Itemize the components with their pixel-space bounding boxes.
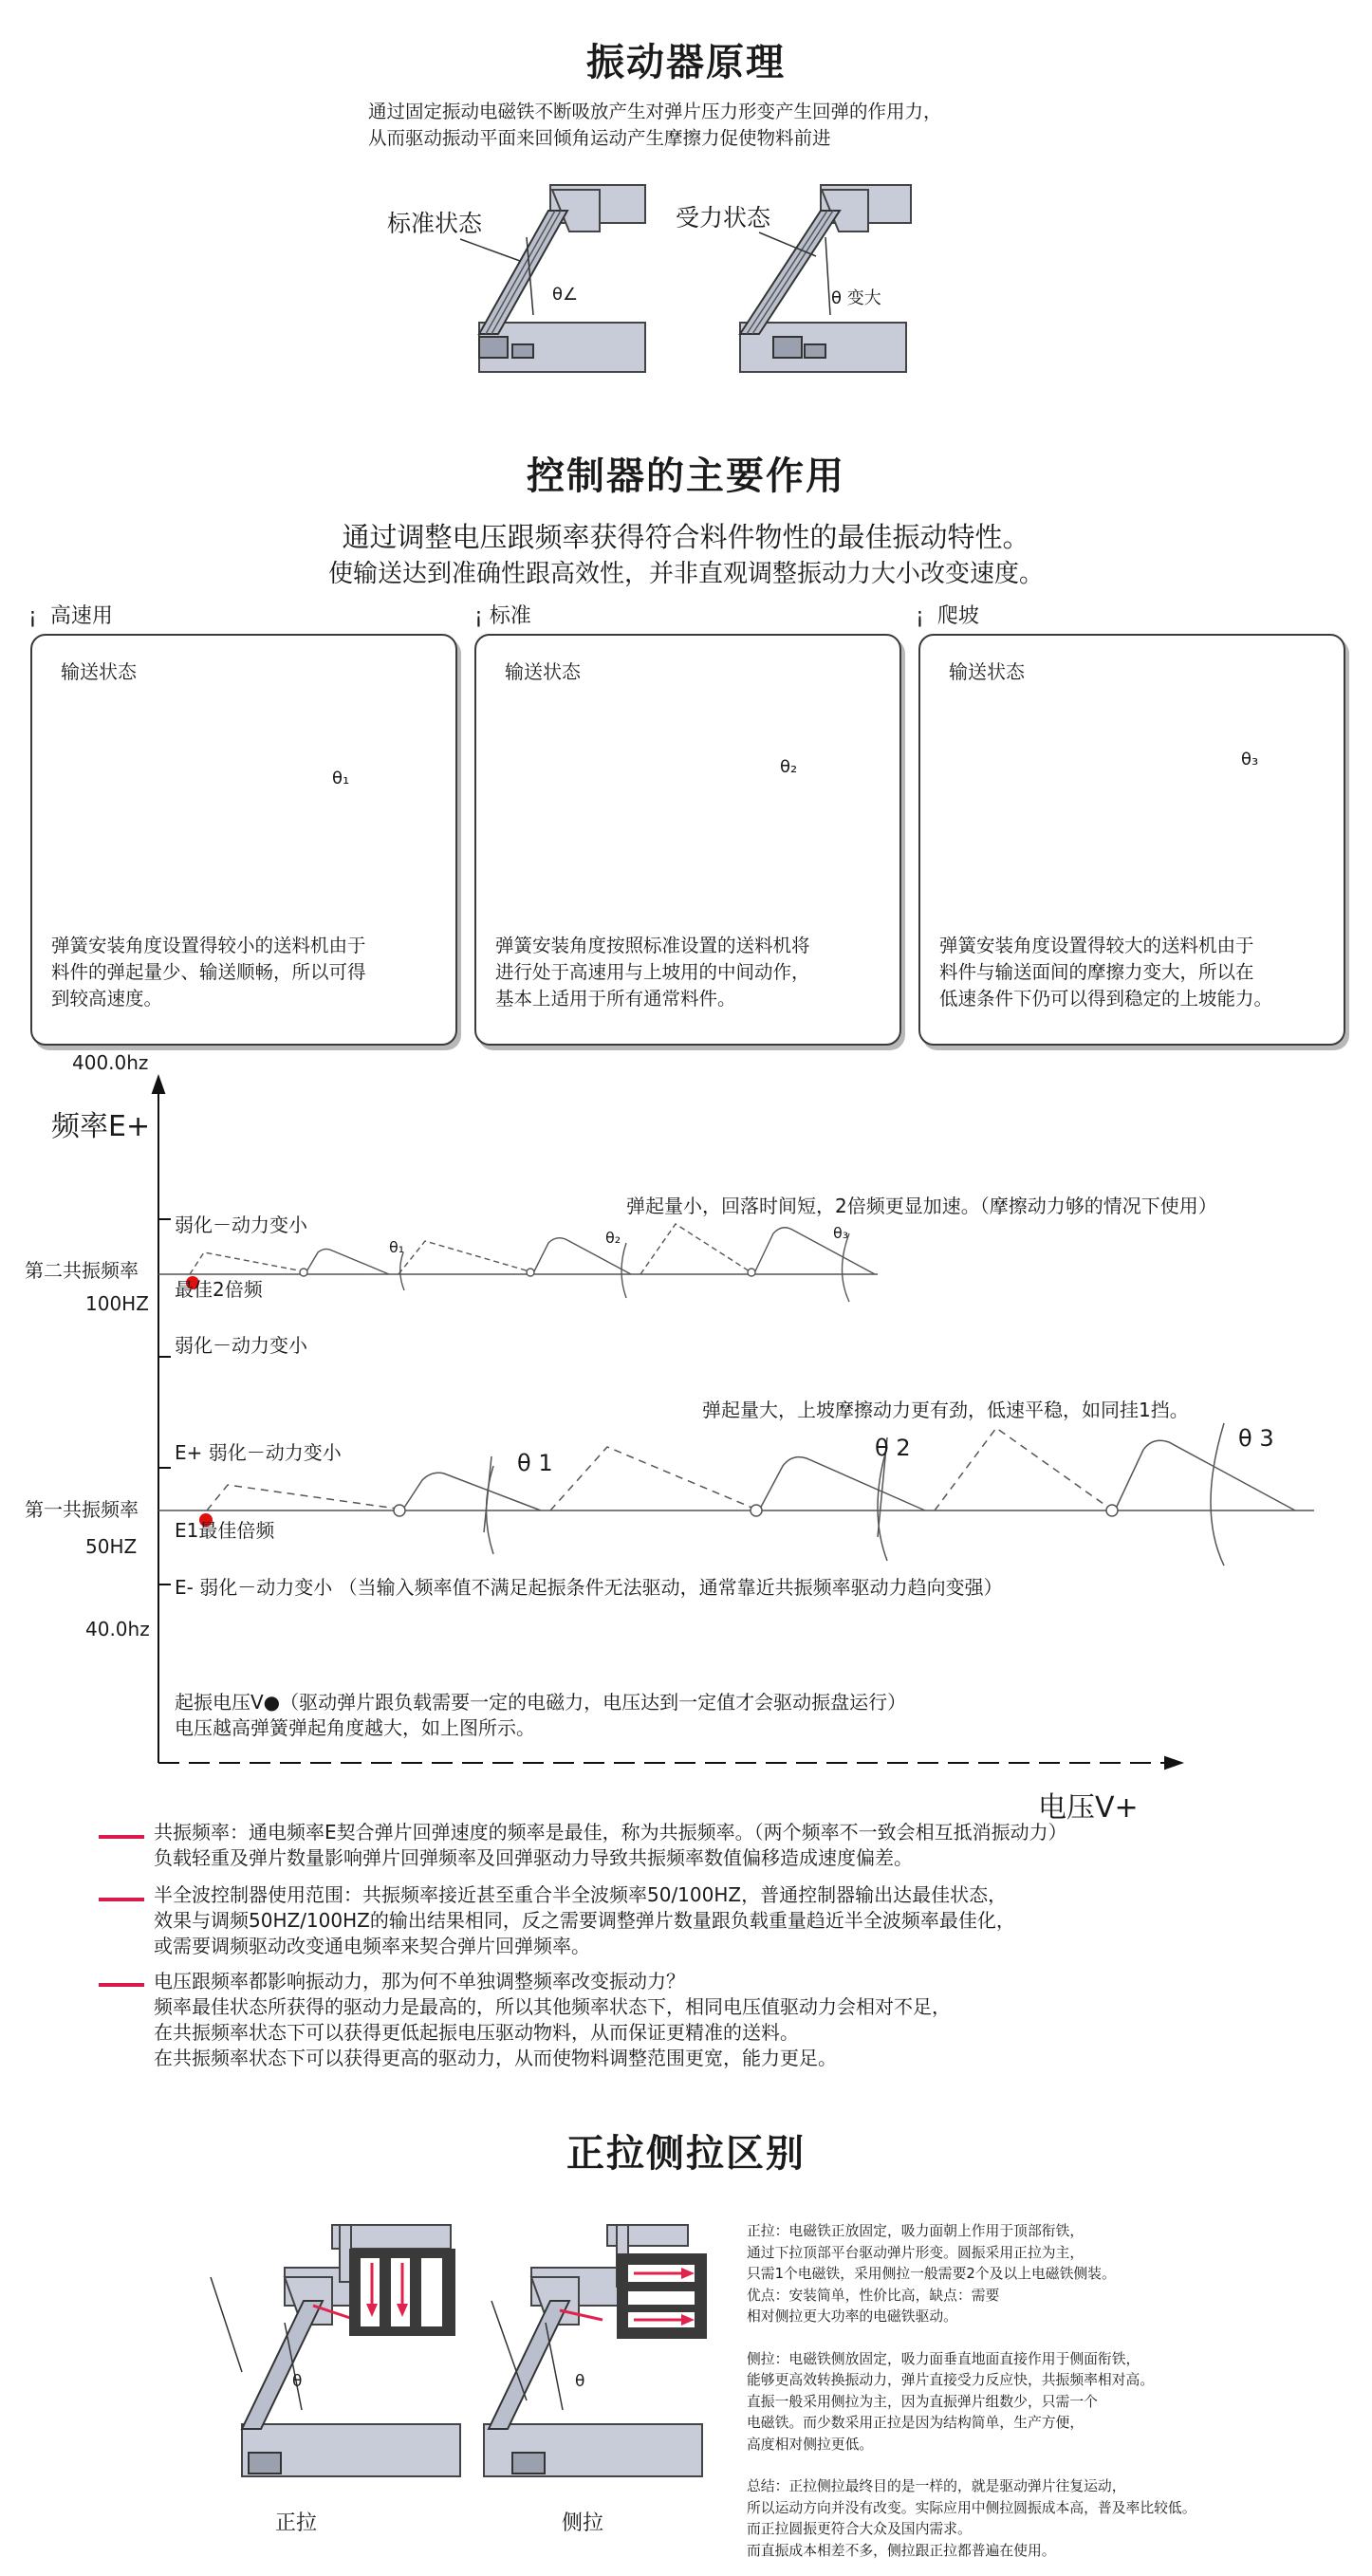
principle-line-2: 从而驱动振动平面来回倾角运动产生摩擦力促使物料前进 — [368, 127, 831, 149]
theta-side: θ — [575, 2372, 585, 2391]
title-controller-function: 控制器的主要作用 — [527, 454, 845, 498]
theta-small-3: θ₃ — [833, 1224, 849, 1242]
note-3: 电压跟频率都影响振动力，那为何不单独调整频率改变振动力？ 频率最佳状态所获得的驱动力是最高的，所以其他频率状态下，相同电压值驱动力会相对不足， 在共振频率状态下可以获得更低起振电压驱动物料，从而保证更精准的送料。 在共振频率状态下可以获得更高的驱动力，从而使物料调整范围更宽，能力更足。 — [154, 1970, 951, 2069]
mode-label-standard: ¡ 标准 — [474, 604, 531, 628]
theta-small-2: θ₂ — [605, 1229, 621, 1247]
pull-explanation: 正拉：电磁铁正放固定，吸力面朝上作用于顶部衔铁， 通过下拉顶部平台驱动弹片形变。圆振采用正拉为主， 只需1个电磁铁，采用侧拉一般需要2个及以上电磁铁侧装。 优点：安装简单，性价比高，缺点：需要 相对侧拉更大功率的电磁铁驱动。 侧拉：电磁铁侧放固定，吸力面垂直地面直接作用于侧面衔铁， 能够更高效转换振动力，弹片直接受力反应快，共振频率相对高。 直振一般采用侧拉为主，因为直振弹片组数少，只需一个 电磁铁。而少数采用正拉是因为结构简单，生产方便， 高度相对侧拉更低。 总结：正拉侧拉最终目的是一样的，就是驱动弹片往复运动， 所以运动方向并没有改变。实际应用中侧拉圆振成本高，普及率比较低。 而正拉圆振更符合大众及国内需求。 而直振成本相差不多，侧拉跟正拉都普遍在使用。 — [747, 2223, 1196, 2559]
card-high-speed — [30, 634, 457, 1046]
theta-big-2: θ 2 — [875, 1435, 911, 1461]
card-standard — [474, 634, 901, 1046]
best-2x-label: 最佳2倍频 — [175, 1278, 263, 1301]
second-resonance-label: 第二共振频率 — [25, 1259, 139, 1282]
label-standard-state: 标准状态 — [387, 210, 483, 237]
label-side-pull: 侧拉 — [562, 2511, 604, 2535]
card-description: 弹簧安装角度按照标准设置的送料机将 进行处于高速用与上坡用的中间动作， 基本上适用于所有通常料件。 — [495, 935, 810, 1010]
theta-big-3: θ 3 — [1238, 1425, 1274, 1452]
mode-label-climb: ¡ 爬坡 — [916, 604, 979, 628]
principle-line-1: 通过固定振动电磁铁不断吸放产生对弹片压力形变产生回弹的作用力， — [368, 101, 942, 122]
controller-line-2: 使输送达到准确性跟高效性，并非直观调整振动力大小改变速度。 — [327, 560, 1044, 588]
theta-big-1: θ 1 — [517, 1450, 553, 1476]
card-theta: θ₁ — [332, 769, 350, 788]
card-caption: 输送状态 — [505, 660, 581, 683]
e-minus-label: E- 弱化－动力变小 （当输入频率值不满足起振条件无法驱动，通常靠近共振频率驱动力趋向变强） — [175, 1576, 1003, 1599]
note-2x: 弹起量小，回落时间短，2倍频更显加速。（摩擦动力够的情况下使用） — [626, 1195, 1217, 1217]
chart-axes — [153, 1077, 1181, 1769]
note-bullet-2 — [99, 1898, 144, 1901]
weak-mid-label: 弱化－动力变小 — [175, 1334, 307, 1357]
e-plus-label: E+ 弱化－动力变小 — [175, 1441, 342, 1464]
card-caption: 输送状态 — [61, 660, 137, 683]
card-description: 弹簧安装角度设置得较小的送料机由于 料件的弹起量少、输送顺畅，所以可得 到较高速度。 — [51, 935, 366, 1010]
card-theta: θ₃ — [1241, 750, 1259, 769]
label-force-angle: θ 变大 — [831, 288, 881, 308]
card-description: 弹簧安装角度设置得较大的送料机由于 料件与输送面间的摩擦力变大，所以在 低速条件下仍可以得到稳定的上坡能力。 — [939, 935, 1273, 1010]
card-climb — [918, 634, 1345, 1046]
label-force-state: 受力状态 — [676, 204, 771, 232]
mode-label-high-speed: ¡ 高速用 — [28, 604, 113, 628]
title-pull-difference: 正拉侧拉区别 — [566, 2132, 806, 2176]
controller-line-1: 通过调整电压跟频率获得符合料件物性的最佳振动特性。 — [342, 521, 1030, 553]
x-axis-label: 电压V+ — [1038, 1791, 1139, 1825]
card-theta: θ₂ — [780, 757, 798, 777]
label-standard-angle: θ∠ — [552, 285, 579, 305]
voltage-note: 电压越高弹簧弹起角度越大，如上图所示。 — [175, 1716, 535, 1739]
hz100-label: 100HZ — [85, 1292, 149, 1315]
note-bullet-1 — [99, 1835, 144, 1839]
hz50-label: 50HZ — [85, 1535, 138, 1558]
y-axis-label: 频率E+ — [51, 1110, 151, 1143]
first-resonance-label: 第一共振频率 — [25, 1498, 139, 1521]
spring-diagram-standard — [460, 185, 645, 372]
hz40-label: 40.0hz — [85, 1618, 150, 1640]
pull-diagram-front — [211, 2225, 460, 2476]
e1-best-label: E1最佳倍频 — [175, 1519, 275, 1542]
card-caption: 输送状态 — [949, 660, 1025, 683]
label-front-pull: 正拉 — [275, 2511, 318, 2535]
note-bullet-3 — [99, 1983, 144, 1987]
theta-front: θ — [292, 2372, 303, 2391]
note-2: 半全波控制器使用范围：共振频率接近甚至重合半全波频率50/100HZ，普通控制器输出达最佳状态， 效果与调频50HZ/100HZ的输出结果相同，反之需要调整弹片数量跟负载重量趋近半全波频率最佳化， 或需要调频驱动改变通电频率来契合弹片回弹频率。 — [154, 1883, 1015, 1957]
theta-small-1: θ₁ — [389, 1238, 405, 1256]
start-voltage-label: 起振电压V●（驱动弹片跟负载需要一定的电磁力，电压达到一定值才会驱动振盘运行） — [175, 1691, 907, 1714]
y-top-value: 400.0hz — [72, 1051, 149, 1074]
title-vibrator-principle: 振动器原理 — [586, 41, 786, 84]
weak-top-label: 弱化－动力变小 — [175, 1214, 307, 1236]
pull-diagram-side — [484, 2225, 707, 2476]
note-1x: 弹起量大，上坡摩擦动力更有劲，低速平稳，如同挂1挡。 — [702, 1399, 1189, 1421]
note-1: 共振频率：通电频率E契合弹片回弹速度的频率是最佳，称为共振频率。（两个频率不一致会相互抵消振动力） 负载轻重及弹片数量影响弹片回弹频率及回弹驱动力导致共振频率数值偏移造成速度偏差。 — [154, 1821, 1067, 1869]
